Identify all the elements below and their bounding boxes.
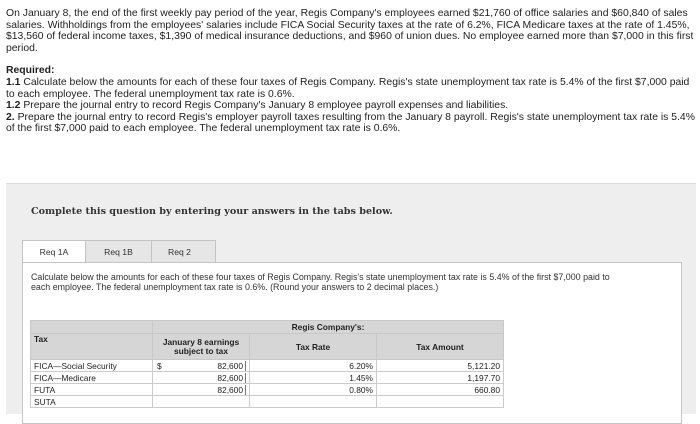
tax-name-cell: FICA—Social Security (31, 360, 153, 372)
requirement-1-2-number: 1.2 (6, 100, 21, 112)
tax-rate-input[interactable]: 6.20% (250, 360, 377, 372)
tax-rate-input[interactable] (250, 396, 377, 408)
column-header-tax: Tax (31, 334, 153, 360)
earnings-input[interactable] (153, 396, 250, 408)
complete-instruction: Complete this question by entering your answers in the tabs below. (31, 206, 393, 217)
column-header-tax-amount: Tax Amount (377, 334, 504, 360)
currency-symbol: $ (157, 360, 162, 371)
requirement-2 (6, 112, 696, 135)
tab-instructions: Calculate below the amounts for each of these four taxes of Regis Company. Regis's state unemployment tax rate is 5.4% of the first $7,000 paid to each employee. The federal unemployment tax rate is 0.6%. (Round your answers to 2 decimal places.) (31, 272, 610, 292)
tax-name-cell: SUTA (31, 396, 153, 408)
problem-intro: On January 8, the end of the first weekly pay period of the year, Regis Company's employees earned $21,760 of office salaries and $60,840 of sales salaries. Withholdings from the employees' salaries include FICA Social Security taxes at the rate of 6.2%, FICA Medicare taxes at the rate of 1.45%, $13,560 of federal income taxes, $1,390 of medical insurance deductions, and $960 of union dues. No employee earned more than $7,000 in this first period. (6, 8, 694, 54)
table-row (31, 372, 504, 384)
column-header-tax-rate: Tax Rate (250, 334, 377, 360)
requirement-tabs (22, 240, 216, 263)
earnings-input[interactable] (153, 360, 250, 372)
required-heading: Required: (6, 65, 55, 77)
requirement-1-2-text: Prepare the journal entry to record Regis Company's January 8 employee payroll expenses and liabilities. (23, 100, 509, 112)
requirement-1-2 (6, 100, 696, 112)
earnings-value: 82,600 (217, 361, 246, 371)
requirement-2-number: 2. (6, 111, 15, 123)
earnings-input[interactable] (153, 384, 250, 396)
tax-name-cell: FUTA (31, 384, 153, 396)
requirement-1-1 (6, 77, 696, 100)
table-row (31, 396, 504, 408)
question-panel (6, 183, 696, 414)
tax-rate-input[interactable]: 0.80% (250, 384, 377, 396)
tax-rate-input[interactable]: 1.45% (250, 372, 377, 384)
tax-amount-value (377, 396, 504, 408)
tab-req-2[interactable]: Req 2 (152, 240, 216, 263)
requirement-1-1-number: 1.1 (6, 76, 21, 88)
column-header-earnings: January 8 earnings subject to tax (153, 334, 250, 360)
table-row (31, 384, 504, 396)
company-header: Regis Company's: (153, 321, 504, 334)
tax-amount-value: 5,121.20 (377, 360, 504, 372)
earnings-value: 82,600 (217, 385, 246, 395)
tax-amount-value: 660.80 (377, 384, 504, 396)
table-row (31, 360, 504, 372)
tax-name-cell: FICA—Medicare (31, 372, 153, 384)
tax-amount-value: 1,197.70 (377, 372, 504, 384)
earnings-value: 82,600 (217, 373, 246, 383)
problem-statement (6, 8, 696, 135)
requirement-1-1-text: Calculate below the amounts for each of these four taxes of Regis Company. Regis's state unemployment tax rate is 5.4% of the first $7,000 paid to each employee. The federal unemployment tax rate is 0.6%. (6, 76, 690, 100)
tab-req-1b[interactable]: Req 1B (86, 240, 152, 263)
tax-table (30, 320, 504, 408)
earnings-input[interactable] (153, 372, 250, 384)
tab-req-1a[interactable]: Req 1A (22, 240, 86, 263)
requirement-2-text: Prepare the journal entry to record Regis's employer payroll taxes resulting from the January 8 payroll. Regis's state unemployment tax rate is 5.4% of the first $7,000 paid to each employee. The federal unemployment tax rate is 0.6%. (6, 111, 695, 135)
tab-content (22, 262, 682, 424)
header-spacer (31, 321, 153, 334)
